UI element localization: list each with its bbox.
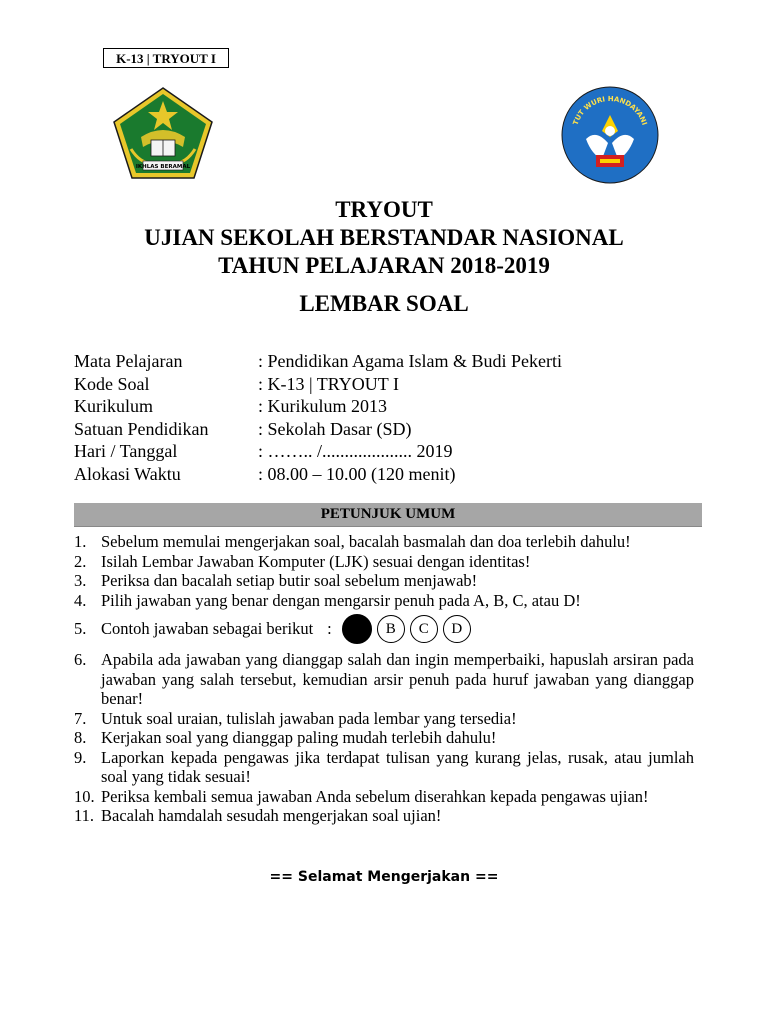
title-school-year: TAHUN PELAJARAN 2018-2019 — [218, 253, 550, 278]
item-text: Sebelum memulai mengerjakan soal, bacalah basmalah dan doa terlebih dahulu! — [101, 532, 631, 551]
info-row — [74, 440, 562, 463]
list-item — [74, 728, 694, 748]
info-row — [74, 395, 562, 418]
item-number: 8. — [74, 728, 87, 747]
info-value: : K-13 | TRYOUT I — [258, 373, 399, 394]
info-label: Hari / Tanggal — [74, 441, 178, 461]
title-block — [0, 196, 768, 318]
info-row — [74, 350, 562, 373]
emblem-motto: IKHLAS BERAMAL — [135, 164, 191, 170]
title-sheet: LEMBAR SOAL — [299, 291, 469, 316]
item-number: 11. — [74, 806, 95, 825]
section-heading-petunjuk: PETUNJUK UMUM — [74, 503, 702, 527]
item-number: 10. — [74, 786, 95, 806]
item-text: Contoh jawaban sebagai berikut — [101, 619, 314, 639]
item-number: 2. — [74, 551, 87, 571]
item-number: 5. — [74, 619, 87, 639]
kemenag-emblem-icon — [111, 85, 215, 181]
info-label: Kode Soal — [74, 373, 150, 394]
item-text: Kerjakan soal yang dianggap paling mudah terlebih dahulu! — [101, 728, 497, 747]
list-item — [74, 650, 694, 709]
item-text: Laporkan kepada pengawas jika terdapat tulisan yang kurang jelas, rusak, atau jumlah soal yang tidak sesuai! — [101, 747, 694, 786]
info-value: : Kurikulum 2013 — [258, 396, 387, 416]
item-text: Pilih jawaban yang benar dengan mengarsir penuh pada A, B, C, atau D! — [101, 590, 581, 610]
info-row — [74, 463, 562, 486]
item-text: Periksa dan bacalah setiap butir soal sebelum menjawab! — [101, 571, 478, 590]
info-label: Alokasi Waktu — [74, 463, 181, 484]
item-number: 6. — [74, 650, 87, 669]
item-number: 7. — [74, 708, 87, 728]
title-tryout: TRYOUT — [335, 197, 433, 222]
list-item — [74, 806, 694, 826]
list-item — [74, 787, 694, 807]
item-text: Periksa kembali semua jawaban Anda sebelum diserahkan kepada pengawas ujian! — [101, 786, 649, 806]
item-number: 9. — [74, 747, 87, 767]
item-text: Untuk soal uraian, tulislah jawaban pada lembar yang tersedia! — [101, 708, 517, 728]
info-label: Satuan Pendidikan — [74, 418, 209, 439]
list-item — [74, 709, 694, 729]
answer-bubble-d: D — [443, 615, 471, 643]
list-item — [74, 614, 694, 644]
exam-code-box: K-13 | TRYOUT I — [103, 48, 229, 68]
list-item — [74, 748, 694, 787]
list-item — [74, 552, 694, 572]
exam-info-table — [74, 350, 562, 485]
item-text: Isilah Lembar Jawaban Komputer (LJK) sesuai dengan identitas! — [101, 551, 531, 571]
item-text: Apabila ada jawaban yang dianggap salah dan ingin memperbaiki, hapuslah arsiran pada jawaban yang salah tersebut, kemudian arsir penuh pada huruf jawaban yang dianggap benar! — [101, 650, 694, 708]
info-row — [74, 418, 562, 441]
list-item — [74, 532, 694, 552]
info-label: Mata Pelajaran — [74, 351, 183, 371]
example-colon: : — [327, 619, 332, 639]
info-row — [74, 373, 562, 396]
item-text: Bacalah hamdalah sesudah mengerjakan soal ujian! — [101, 806, 442, 825]
item-number: 3. — [74, 571, 87, 590]
item-number: 1. — [74, 532, 87, 551]
list-item — [74, 571, 694, 591]
info-value: : 08.00 – 10.00 (120 menit) — [258, 463, 456, 484]
answer-bubble-filled — [342, 614, 372, 644]
list-item — [74, 591, 694, 611]
tut-wuri-motto: TUT WURI HANDAYANI — [571, 94, 649, 127]
info-label: Kurikulum — [74, 396, 153, 416]
tut-wuri-handayani-icon — [558, 85, 662, 185]
info-value: : …….. /.................... 2019 — [258, 441, 453, 461]
item-number: 4. — [74, 590, 87, 610]
title-exam-name: UJIAN SEKOLAH BERSTANDAR NASIONAL — [144, 225, 624, 250]
closing-message: == Selamat Mengerjakan == — [269, 869, 499, 885]
answer-bubble-b: B — [377, 615, 405, 643]
instruction-list — [74, 532, 694, 826]
answer-bubble-c: C — [410, 615, 438, 643]
info-value: : Pendidikan Agama Islam & Budi Pekerti — [258, 351, 562, 371]
info-value: : Sekolah Dasar (SD) — [258, 418, 412, 439]
